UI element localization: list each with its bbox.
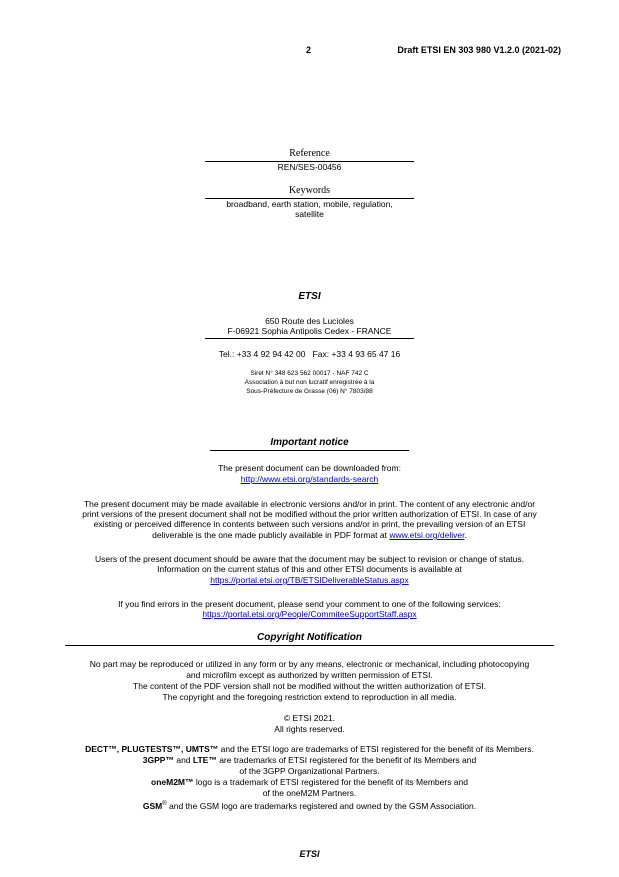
etsi-siret-3: Sous-Préfecture de Grasse (06) N° 7803/88 [246, 388, 373, 395]
document-title: Draft ETSI EN 303 980 V1.2.0 (2021-02) [397, 45, 561, 55]
reference-label: Reference [289, 148, 330, 159]
trademark-1-text: and the ETSI logo are trademarks of ETSI registered for the benefit of its Members. [218, 744, 534, 754]
trademark-2-and: and [173, 755, 193, 765]
etsi-deliver-link[interactable]: www.etsi.org/deliver [389, 530, 465, 540]
notice-paragraph-1-line-3: existing or perceived difference in contents between such versions and/or in print, the prevailing version of an ETSI [93, 519, 526, 529]
notice-paragraph-2-line-1: Users of the present document should be aware that the document may be subject to revision or change of status. [94, 554, 525, 564]
copyright-year: © ETSI 2021. [283, 713, 336, 723]
etsi-address-1: 650 Route des Lucioles [265, 316, 354, 326]
trademark-2-text: are trademarks of ETSI registered for the benefit of its Members and [216, 755, 477, 765]
trademark-3gpp: 3GPP™ [142, 755, 174, 765]
reference-value: REN/SES-00456 [277, 162, 342, 172]
etsi-siret-2: Association à but non lucratif enregistrée à la [244, 379, 375, 386]
trademark-line-2 [0, 755, 619, 766]
notice-paragraph-1-line-4 [0, 530, 619, 541]
trademark-line-2b: of the 3GPP Organizational Partners. [239, 766, 380, 776]
trademark-lte: LTE™ [192, 755, 217, 765]
notice-paragraph-3-line-1: If you find errors in the present document, please send your comment to one of the following services: [118, 599, 501, 609]
all-rights-reserved: All rights reserved. [274, 724, 345, 734]
download-text: The present document can be downloaded from: [218, 463, 401, 473]
trademark-onem2m: oneM2M™ [151, 777, 194, 787]
notice-rule [210, 450, 409, 451]
standards-search-link[interactable]: http://www.etsi.org/standards-search [240, 474, 379, 484]
important-notice-title: Important notice [270, 437, 349, 448]
trademark-line-4 [0, 799, 619, 811]
copyright-line-1: No part may be reproduced or utilized in any form or by any means, electronic or mechanical, including photocopying [89, 659, 530, 669]
committee-support-link[interactable]: https://portal.etsi.org/People/CommiteeSupportStaff.aspx [202, 609, 417, 619]
notice-paragraph-1-line-1: The present document may be made available in electronic versions and/or in print. The content of any electronic and/or [83, 499, 536, 509]
trademark-gsm: GSM [142, 800, 163, 811]
copyright-line-2: and microfilm except as authorized by written permission of ETSI. [186, 670, 433, 680]
copyright-line-4: The copyright and the foregoing restriction extend to reproduction in all media. [162, 692, 457, 702]
keywords-label: Keywords [288, 185, 331, 196]
keywords-line-1: broadband, earth station, mobile, regulation, [226, 199, 393, 209]
notice-paragraph-2-line-2: Information on the current status of this and other ETSI documents is available at [157, 564, 462, 574]
trademark-3-text: logo is a trademark of ETSI registered for the benefit of its Members and [193, 777, 468, 787]
address-rule [205, 338, 414, 339]
etsi-siret-1: Siret N° 348 623 562 00017 - NAF 742 C [250, 370, 369, 377]
deliverable-status-link[interactable]: https://portal.etsi.org/TB/ETSIDeliverableStatus.aspx [210, 575, 409, 585]
etsi-address-2: F-06921 Sophia Antipolis Cedex - FRANCE [227, 326, 392, 336]
trademark-line-3 [0, 777, 619, 788]
keywords-line-2: satellite [295, 209, 324, 219]
page-number: 2 [306, 45, 312, 55]
registered-mark: ® [162, 801, 167, 807]
etsi-name: ETSI [298, 291, 321, 302]
etsi-phone-fax: Tel.: +33 4 92 94 42 00 Fax: +33 4 93 65 47 16 [218, 349, 401, 359]
notice-p1-period: . [464, 530, 467, 540]
copyright-rule [65, 645, 554, 646]
trademark-line-3b: of the oneM2M Partners. [262, 788, 357, 798]
notice-paragraph-1-line-2: print versions of the present document shall not be modified without the prior written authorization of ETSI. In case of any [82, 509, 537, 519]
copyright-notification-title: Copyright Notification [257, 632, 362, 643]
copyright-line-3: The content of the PDF version shall not be modified without the written authorization of ETSI. [133, 681, 486, 691]
trademark-1-names: DECT™, PLUGTESTS™, UMTS™ [85, 744, 219, 754]
notice-p1-text: deliverable is the one made publicly available in PDF format at [152, 530, 390, 540]
footer-etsi: ETSI [299, 849, 320, 859]
trademark-4-text: and the GSM logo are trademarks registered and owned by the GSM Association. [166, 800, 477, 811]
trademark-line-1 [0, 744, 619, 755]
